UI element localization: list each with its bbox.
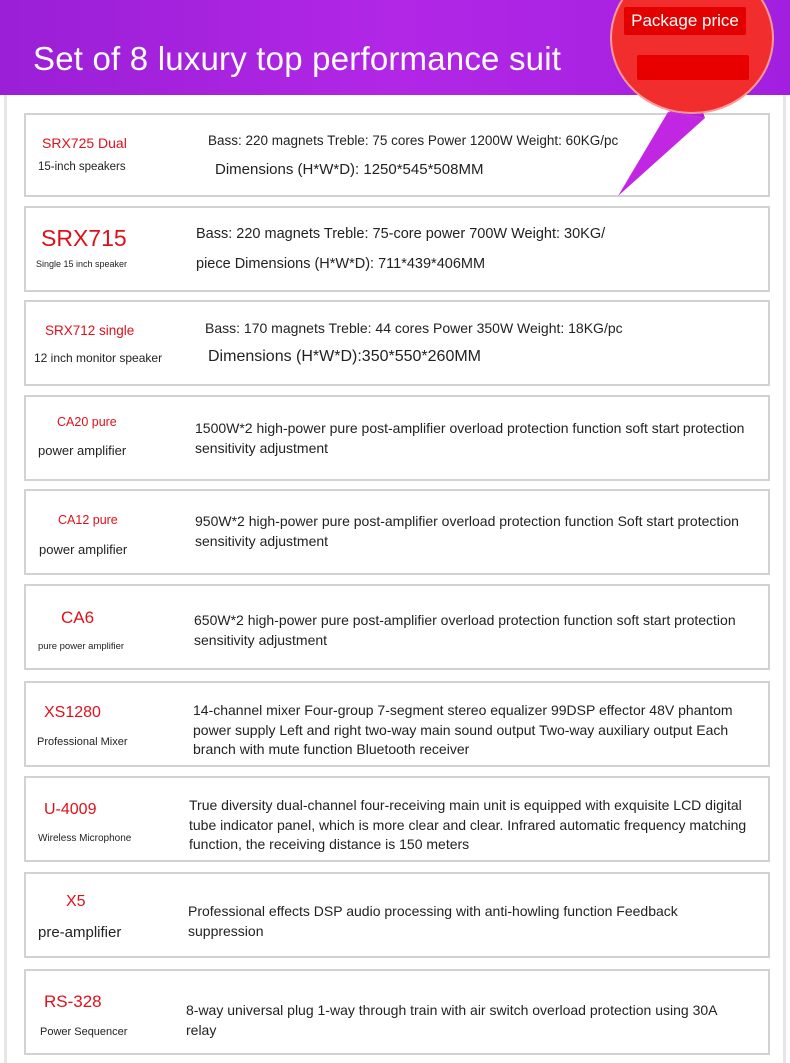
product-description: 8-way universal plug 1-way through train with air switch overload protection using 30A relay xyxy=(186,1002,717,1038)
product-name: CA20 pure xyxy=(57,415,117,429)
product-subtitle: Single 15 inch speaker xyxy=(36,259,128,269)
product-name: SRX725 Dual xyxy=(42,135,127,151)
product-name: CA6 xyxy=(61,608,95,627)
product-description: 1500W*2 high-power pure post-amplifier overload protection function soft start protection sensitivity adjustment xyxy=(195,420,745,456)
page-title: Set of 8 luxury top performance suit xyxy=(33,40,562,77)
product-card-u4009 xyxy=(24,776,770,862)
product-card-ca6 xyxy=(24,584,770,670)
product-subtitle: Power Sequencer xyxy=(40,1026,128,1038)
product-subtitle: 12 inch monitor speaker xyxy=(34,351,163,365)
product-card-srx725 xyxy=(24,113,770,197)
product-description: 14-channel mixer Four-group 7-segment stereo equalizer 99DSP effector 48V phantom power supply Left and right two-way main sound output Two-way auxiliary output Each branch with mute function Bluetooth receiver xyxy=(193,702,733,757)
product-name: X5 xyxy=(66,893,86,910)
product-dimensions: Dimensions (H*W*D):350*550*260MM xyxy=(208,348,481,365)
product-card-ca20 xyxy=(24,395,770,481)
product-description: Professional effects DSP audio processing with anti-howling function Feedback suppression xyxy=(188,903,678,939)
product-description: True diversity dual-channel four-receiving main unit is equipped with exquisite LCD digital tube indicator panel, which is more clear and clear. Infrared automatic frequency matching function, the receiving distance is 150 meters xyxy=(189,797,747,852)
product-subtitle: 15-inch speakers xyxy=(38,161,126,173)
product-subtitle: Wireless Microphone xyxy=(38,833,132,844)
product-name: SRX712 single xyxy=(45,323,135,338)
product-name: XS1280 xyxy=(44,704,101,721)
price-badge-label: Package price xyxy=(624,7,746,35)
product-card-ca12 xyxy=(24,489,770,575)
product-dimensions: piece Dimensions (H*W*D): 711*439*406MM xyxy=(196,256,486,272)
product-subtitle: Professional Mixer xyxy=(37,736,128,748)
product-description: 950W*2 high-power pure post-amplifier overload protection function Soft start protection sensitivity adjustment xyxy=(195,513,739,549)
product-card-srx712 xyxy=(24,300,770,386)
product-name: SRX715 xyxy=(41,225,127,251)
product-subtitle: pure power amplifier xyxy=(38,641,125,652)
product-name: CA12 pure xyxy=(58,513,118,527)
product-spec-line: Bass: 220 magnets Treble: 75-core power 700W Weight: 30KG/ xyxy=(196,226,606,242)
product-description: 650W*2 high-power pure post-amplifier overload protection function soft start protection sensitivity adjustment xyxy=(194,612,736,648)
product-name: U-4009 xyxy=(44,801,97,818)
product-spec-line: Bass: 220 magnets Treble: 75 cores Power 1200W Weight: 60KG/pc xyxy=(208,133,619,148)
product-subtitle: power amplifier xyxy=(38,443,127,458)
product-card-rs328 xyxy=(24,969,770,1055)
product-subtitle: pre-amplifier xyxy=(38,924,122,941)
product-subtitle: power amplifier xyxy=(39,542,128,557)
product-dimensions: Dimensions (H*W*D): 1250*545*508MM xyxy=(215,161,484,178)
product-card-xs1280 xyxy=(24,681,770,767)
price-value-box xyxy=(637,55,749,80)
product-spec-line: Bass: 170 magnets Treble: 44 cores Power 350W Weight: 18KG/pc xyxy=(205,320,623,336)
product-card-srx715 xyxy=(24,206,770,292)
product-name: RS-328 xyxy=(44,992,102,1011)
product-card-x5 xyxy=(24,872,770,958)
